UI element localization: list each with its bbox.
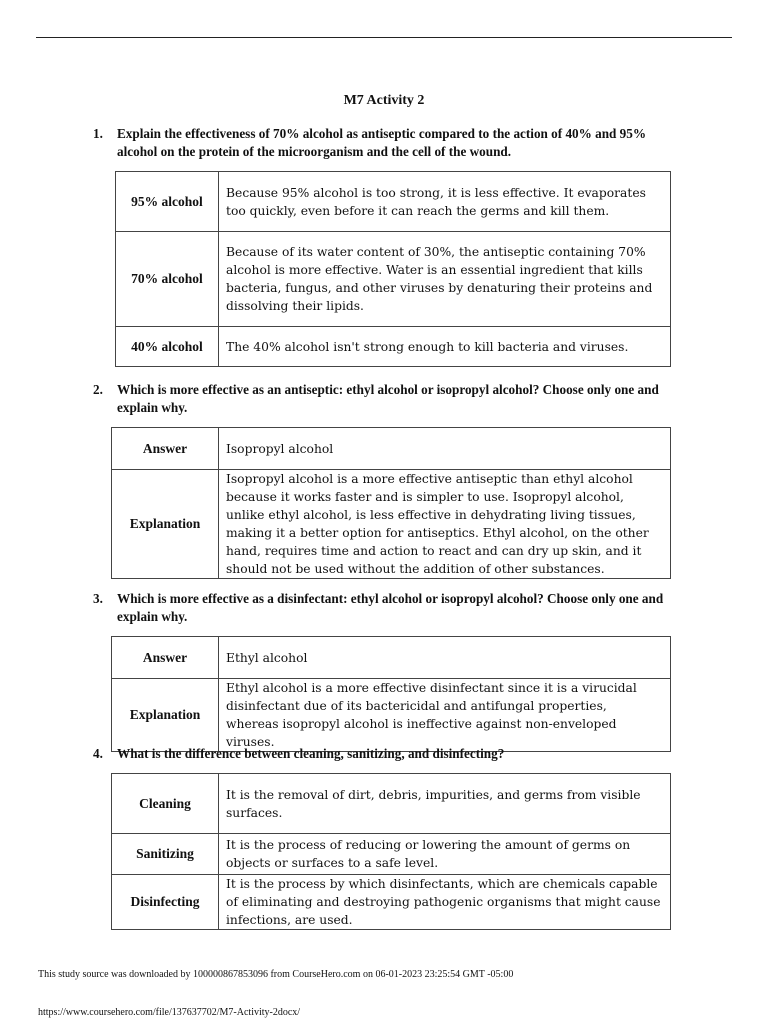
row-value: Because of its water content of 30%, the antiseptic containing 70% alcohol is more effective. Water is an essential ingredient that kills bacteria, fungus, and other viruses by denaturing their proteins and dissolving their lipids. [219,232,671,327]
row-label: Explanation [112,679,219,752]
answer-table-1 [115,171,671,367]
table-row [116,172,671,232]
table-row [116,327,671,367]
row-value: Ethyl alcohol [219,637,671,679]
row-label: Answer [112,637,219,679]
table-row [112,875,671,930]
question-text: Which is more effective as a disinfectant: ethyl alcohol or isopropyl alcohol? Choose only one and explain why. [117,591,664,624]
row-value: Isopropyl alcohol is a more effective antiseptic than ethyl alcohol because it works faster and is simpler to use. Isopropyl alcohol, unlike ethyl alcohol, is less effective in dehydrating living tissues, making it a better option for antiseptics. Ethyl alcohol, on the other hand, requires time and action to react and can dry up skin, and it should not be used without the addition of other substances. [219,470,671,579]
row-label: 95% alcohol [116,172,219,232]
table-row [112,679,671,752]
question-1 [93,125,673,161]
row-value: Isopropyl alcohol [219,428,671,470]
question-2 [93,381,673,417]
table-row [112,428,671,470]
table-row [116,232,671,327]
row-label: Sanitizing [112,834,219,875]
answer-table-3 [111,636,671,752]
question-text: Which is more effective as an antiseptic: ethyl alcohol or isopropyl alcohol? Choose only one and explain why. [117,382,659,415]
answer-table-4 [111,773,671,930]
row-value: It is the process by which disinfectants, which are chemicals capable of eliminating and destroying pathogenic organisms that might cause infections, are used. [219,875,671,930]
page-title: M7 Activity 2 [343,93,425,108]
row-label: 40% alcohol [116,327,219,367]
row-value: It is the removal of dirt, debris, impurities, and germs from visible surfaces. [219,774,671,834]
question-3 [93,590,673,626]
question-number: 3. [93,591,103,606]
row-label: Cleaning [112,774,219,834]
question-number: 1. [93,126,103,141]
row-label: Explanation [112,470,219,579]
table-row [112,834,671,875]
question-number: 2. [93,382,103,397]
download-notice: This study source was downloaded by 100000867853096 from CourseHero.com on 06-01-2023 23:25:54 GMT -05:00 [38,969,514,980]
question-number: 4. [93,746,103,761]
row-value: Because 95% alcohol is too strong, it is less effective. It evaporates too quickly, even before it can reach the germs and kill them. [219,172,671,232]
row-value: The 40% alcohol isn't strong enough to kill bacteria and viruses. [219,327,671,367]
top-rule [36,37,732,38]
question-text: Explain the effectiveness of 70% alcohol as antiseptic compared to the action of 40% and 95% alcohol on the protein of the microorganism and the cell of the wound. [117,126,647,159]
row-value: It is the process of reducing or lowering the amount of germs on objects or surfaces to a safe level. [219,834,671,875]
question-text: What is the difference between cleaning, sanitizing, and disinfecting? [117,746,505,761]
table-row [112,774,671,834]
answer-table-2 [111,427,671,579]
row-label: Answer [112,428,219,470]
row-value: Ethyl alcohol is a more effective disinfectant since it is a virucidal disinfectant due of its bactericidal and antifungal properties, whereas isopropyl alcohol is ineffective against non-enveloped viruses. [219,679,671,752]
question-4 [93,745,673,763]
row-label: Disinfecting [112,875,219,930]
source-url[interactable]: https://www.coursehero.com/file/137637702/M7-Activity-2docx/ [38,1007,301,1018]
table-row [112,470,671,579]
row-label: 70% alcohol [116,232,219,327]
table-row [112,637,671,679]
